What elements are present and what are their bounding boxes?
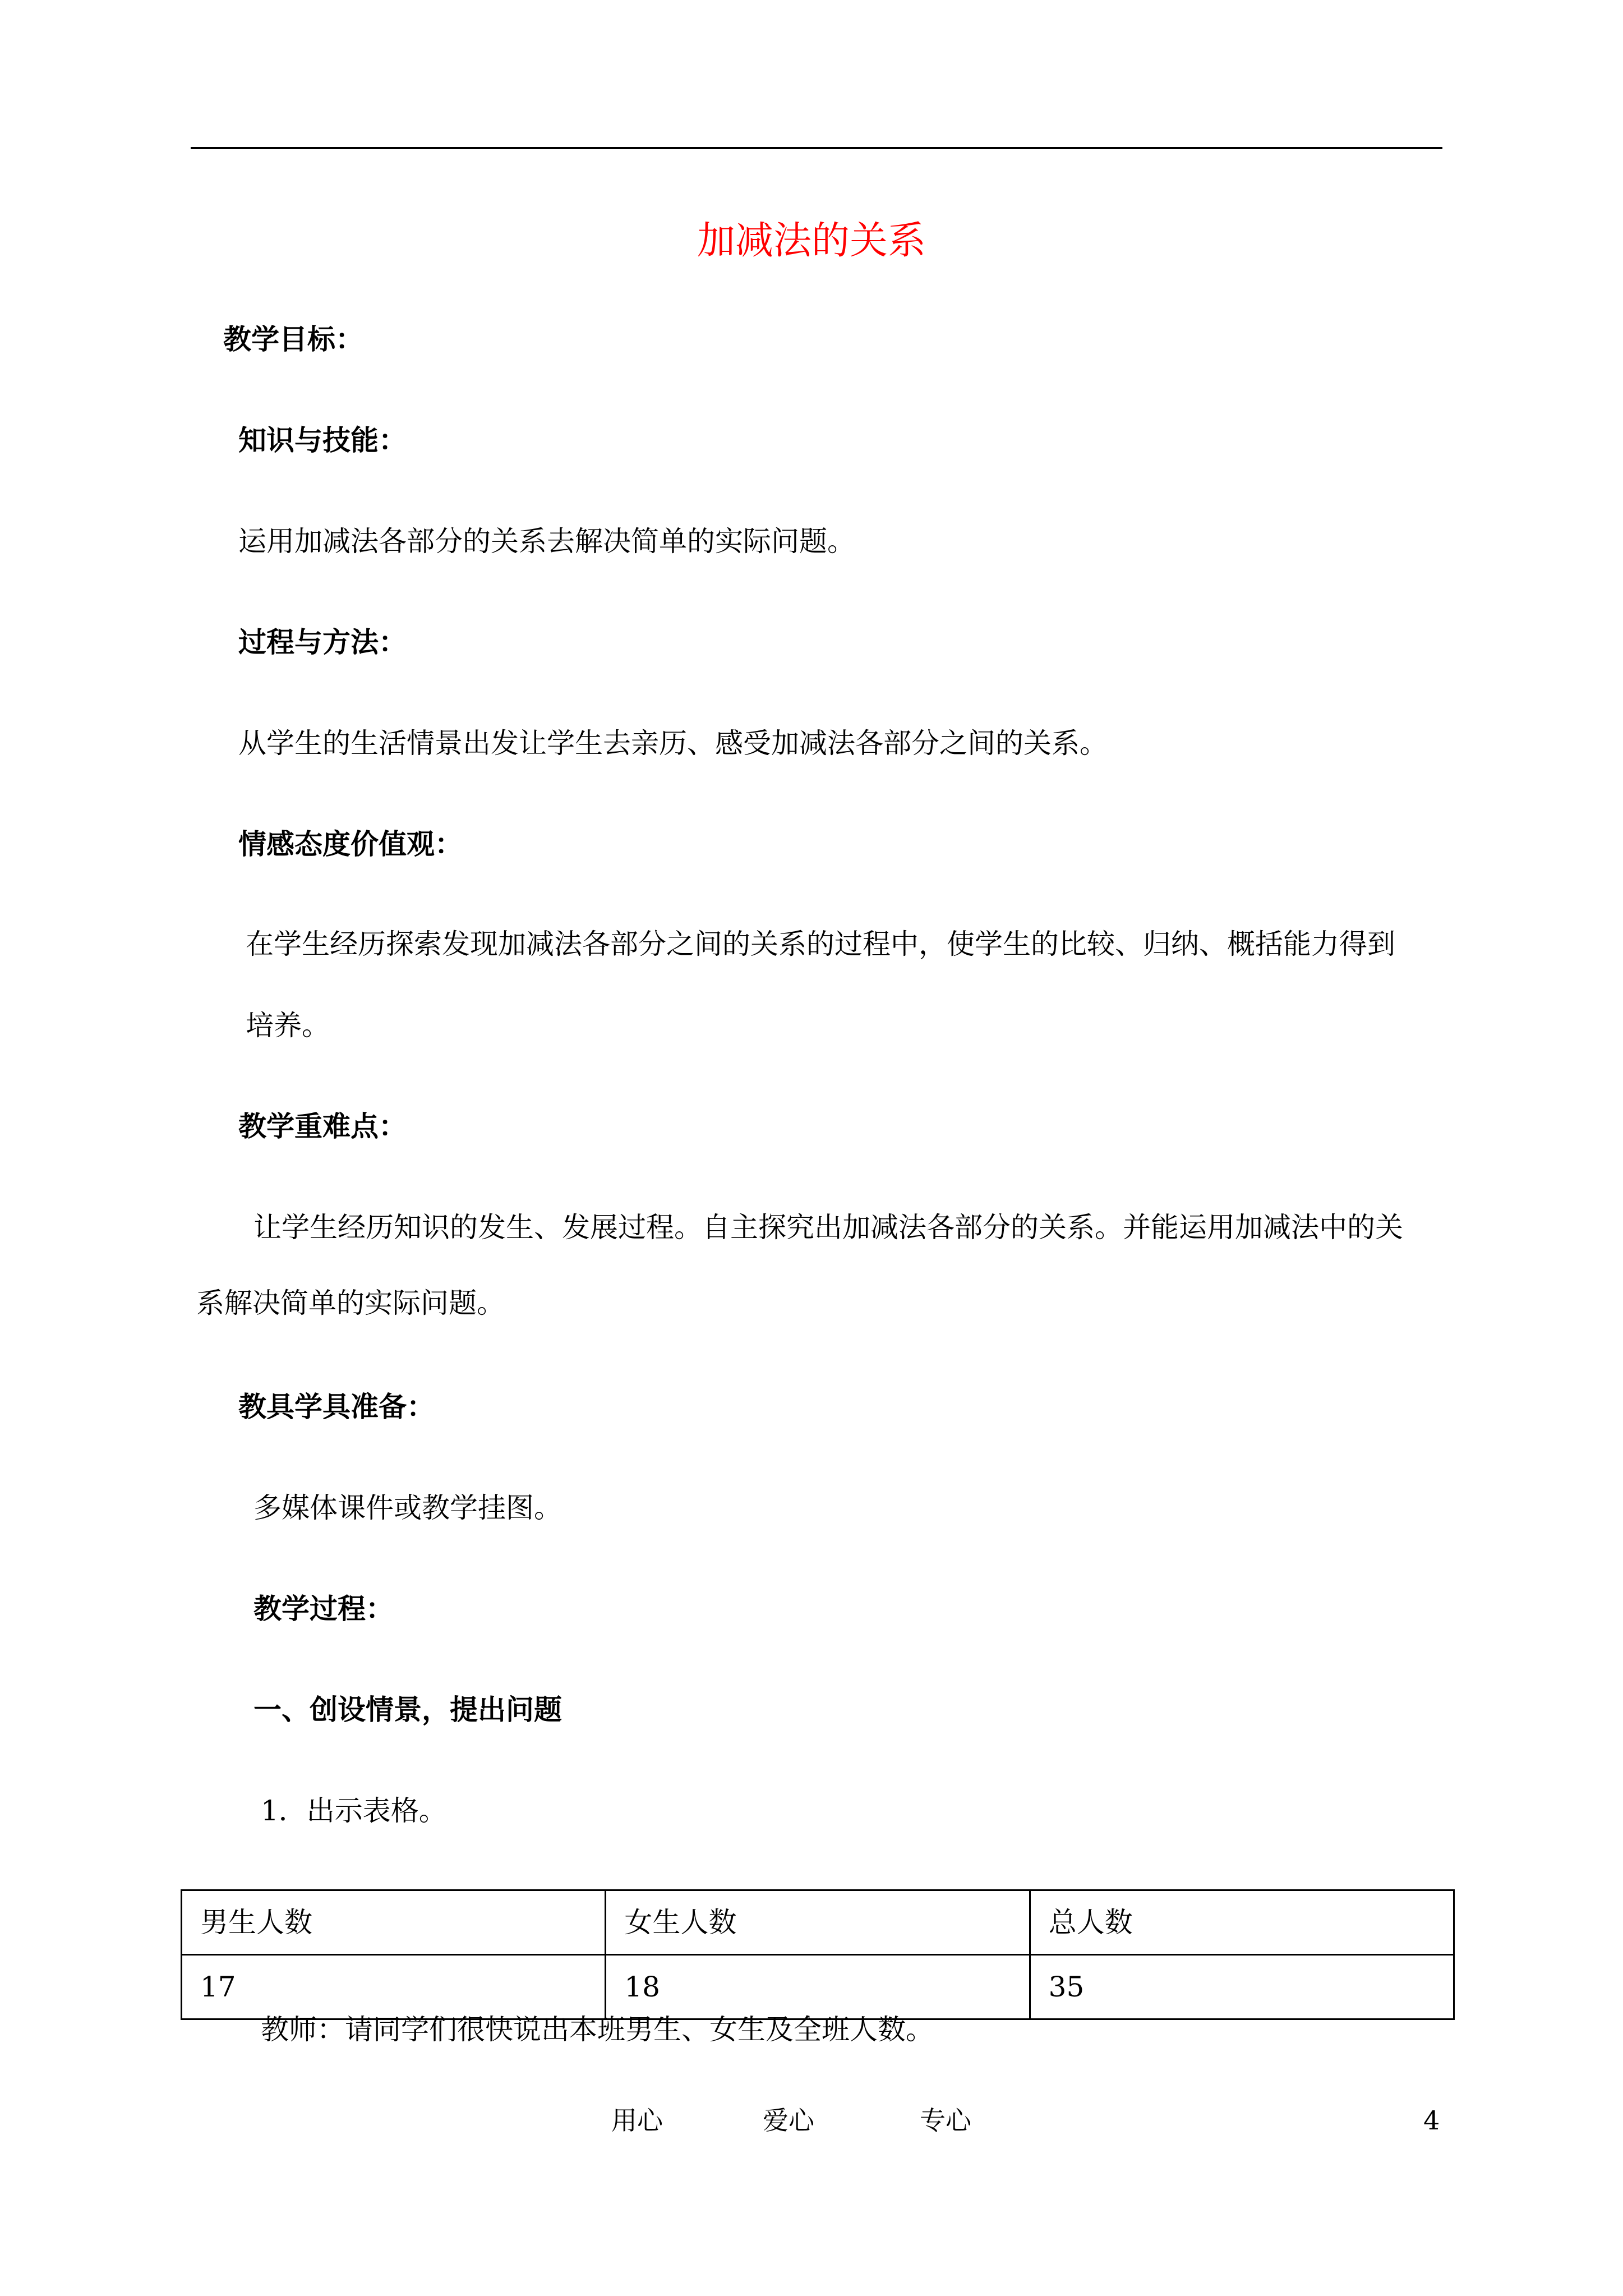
- teacher-line: 教师：请同学们很快说出本班男生、女生及全班人数。: [261, 2013, 934, 2046]
- section-1-heading: 一、创设情景，提出问题: [253, 1694, 562, 1726]
- goals-heading: 教学目标：: [223, 323, 363, 356]
- step-1-text: 1．出示表格。: [261, 1795, 447, 1827]
- key-points-text-line-2: 系解决简单的实际问题。: [196, 1287, 505, 1319]
- key-points-text-line-1: 让学生经历知识的发生、发展过程。自主探究出加减法各部分的关系。并能运用加减法中的关: [253, 1211, 1403, 1244]
- table-header-cell: 女生人数: [606, 1890, 1030, 1955]
- emotion-text-line-1: 在学生经历探索发现加减法各部分之间的关系的过程中，使学生的比较、归纳、概括能力得到: [246, 928, 1395, 960]
- table-header-cell: 总人数: [1030, 1890, 1454, 1955]
- process-text: 从学生的生活情景出发让学生去亲历、感受加减法各部分之间的关系。: [238, 727, 1108, 760]
- table-cell: 17: [182, 1955, 606, 2019]
- footer-word-3: 专心: [920, 2105, 971, 2136]
- procedure-heading: 教学过程：: [253, 1593, 394, 1625]
- table-cell: 18: [606, 1955, 1030, 2019]
- table-header-cell: 男生人数: [182, 1890, 606, 1955]
- process-heading: 过程与方法：: [238, 626, 407, 659]
- tools-text: 多媒体课件或教学挂图。: [253, 1492, 562, 1524]
- document-title: 加减法的关系: [697, 219, 926, 263]
- page-number: 4: [1423, 2105, 1440, 2136]
- knowledge-text: 运用加减法各部分的关系去解决简单的实际问题。: [238, 525, 855, 558]
- table-header-row: [182, 1890, 1454, 1955]
- footer-word-2: 爱心: [763, 2105, 814, 2136]
- emotion-heading: 情感态度价值观：: [238, 828, 463, 861]
- student-count-table: [181, 1889, 1455, 2020]
- key-points-heading: 教学重难点：: [238, 1110, 407, 1143]
- knowledge-heading: 知识与技能：: [238, 424, 407, 457]
- header-rule: [191, 147, 1442, 149]
- table-cell: 35: [1030, 1955, 1454, 2019]
- emotion-text-line-2: 培养。: [246, 1009, 330, 1042]
- footer-word-1: 用心: [611, 2105, 663, 2136]
- tools-heading: 教具学具准备：: [238, 1391, 435, 1423]
